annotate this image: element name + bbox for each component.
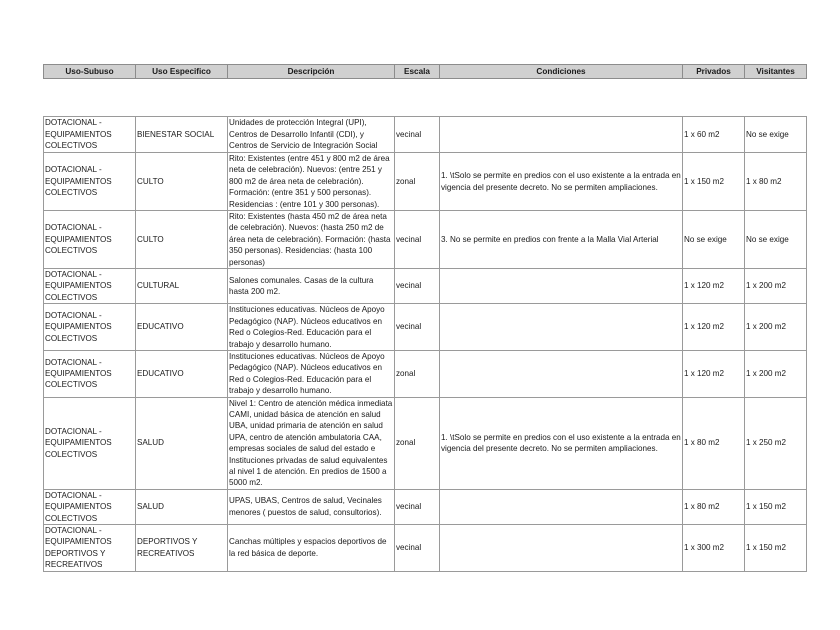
cell-descripcion: UPAS, UBAS, Centros de salud, Vecinales menores ( puestos de salud, consultorios).: [228, 489, 395, 524]
cell-escala: vecinal: [395, 489, 440, 524]
cell-privados: 1 x 120 m2: [683, 350, 745, 397]
cell-visitantes: No se exige: [745, 117, 807, 153]
header-uso-subuso: Uso-Subuso: [44, 65, 136, 79]
cell-privados: 1 x 150 m2: [683, 153, 745, 211]
cell-privados: 1 x 60 m2: [683, 117, 745, 153]
table-row: [44, 269, 807, 304]
cell-uso-especifico: BIENESTAR SOCIAL: [136, 117, 228, 153]
cell-condiciones: [440, 489, 683, 524]
cell-visitantes: 1 x 150 m2: [745, 525, 807, 572]
cell-visitantes: 1 x 250 m2: [745, 397, 807, 489]
cell-escala: vecinal: [395, 304, 440, 351]
cell-descripcion: Instituciones educativas. Núcleos de Apoyo Pedagógico (NAP). Núcleos educativos en Red o Colegios-Red. Educación para el trabajo y desarrollo humano.: [228, 304, 395, 351]
cell-escala: zonal: [395, 397, 440, 489]
cell-uso-especifico: CULTO: [136, 211, 228, 269]
header-privados: Privados: [683, 65, 745, 79]
table-row: [44, 153, 807, 211]
cell-escala: vecinal: [395, 211, 440, 269]
cell-privados: 1 x 80 m2: [683, 489, 745, 524]
cell-visitantes: 1 x 200 m2: [745, 350, 807, 397]
header-visitantes: Visitantes: [745, 65, 807, 79]
cell-condiciones: 1. \tSolo se permite en predios con el uso existente a la entrada en vigencia del presente decreto. No se permiten ampliaciones.: [440, 397, 683, 489]
cell-privados: 1 x 120 m2: [683, 269, 745, 304]
table-row: [44, 304, 807, 351]
cell-escala: zonal: [395, 350, 440, 397]
cell-uso-subuso: DOTACIONAL - EQUIPAMIENTOS COLECTIVOS: [44, 350, 136, 397]
cell-uso-subuso: DOTACIONAL - EQUIPAMIENTOS COLECTIVOS: [44, 211, 136, 269]
cell-uso-subuso: DOTACIONAL - EQUIPAMIENTOS COLECTIVOS: [44, 269, 136, 304]
cell-visitantes: 1 x 80 m2: [745, 153, 807, 211]
table-row: [44, 211, 807, 269]
cell-visitantes: 1 x 150 m2: [745, 489, 807, 524]
table-row: [44, 397, 807, 489]
cell-uso-especifico: EDUCATIVO: [136, 304, 228, 351]
cell-descripcion: Nivel 1: Centro de atención médica inmediata CAMI, unidad básica de atención en salud UBA, unidad primaria de atención en salud UPA, centro de atención ambulatoria CAA, empresas sociales de salud del estado e Instituciones privadas de salud equivalentes al nivel 1 de atención. En predios de 1500 a 5000 m2.: [228, 397, 395, 489]
cell-privados: No se exige: [683, 211, 745, 269]
cell-escala: vecinal: [395, 525, 440, 572]
cell-condiciones: [440, 117, 683, 153]
cell-uso-subuso: DOTACIONAL - EQUIPAMIENTOS COLECTIVOS: [44, 304, 136, 351]
cell-condiciones: [440, 350, 683, 397]
cell-condiciones: 1. \tSolo se permite en predios con el uso existente a la entrada en vigencia del presente decreto. No se permiten ampliaciones.: [440, 153, 683, 211]
cell-uso-subuso: DOTACIONAL - EQUIPAMIENTOS COLECTIVOS: [44, 153, 136, 211]
cell-escala: vecinal: [395, 117, 440, 153]
cell-privados: 1 x 300 m2: [683, 525, 745, 572]
table-header: [43, 64, 807, 79]
cell-uso-subuso: DOTACIONAL - EQUIPAMIENTOS COLECTIVOS: [44, 117, 136, 153]
cell-descripcion: Unidades de protección Integral (UPI), Centros de Desarrollo Infantil (CDI), y Centros de Servicio de Integración Social: [228, 117, 395, 153]
cell-descripcion: Canchas múltiples y espacios deportivos de la red básica de deporte.: [228, 525, 395, 572]
cell-uso-subuso: DOTACIONAL - EQUIPAMIENTOS DEPORTIVOS Y RECREATIVOS: [44, 525, 136, 572]
cell-descripcion: Instituciones educativas. Núcleos de Apoyo Pedagógico (NAP). Núcleos educativos en Red o Colegios-Red. Educación para el trabajo y desarrollo humano.: [228, 350, 395, 397]
header-row: [44, 65, 807, 79]
header-escala: Escala: [395, 65, 440, 79]
cell-descripcion: Rito: Existentes (hasta 450 m2 de área neta de celebración). Nuevos: (hasta 250 m2 de área neta de celebración). Formación: (hasta 350 personas). Residencias: (hasta 100 personas): [228, 211, 395, 269]
cell-visitantes: No se exige: [745, 211, 807, 269]
table-body: [44, 117, 807, 572]
cell-condiciones: [440, 304, 683, 351]
cell-privados: 1 x 80 m2: [683, 397, 745, 489]
cell-uso-especifico: EDUCATIVO: [136, 350, 228, 397]
cell-escala: zonal: [395, 153, 440, 211]
cell-uso-subuso: DOTACIONAL - EQUIPAMIENTOS COLECTIVOS: [44, 397, 136, 489]
cell-uso-subuso: DOTACIONAL - EQUIPAMIENTOS COLECTIVOS: [44, 489, 136, 524]
header-condiciones: Condiciones: [440, 65, 683, 79]
header-descripcion: Descripción: [228, 65, 395, 79]
cell-descripcion: Salones comunales. Casas de la cultura hasta 200 m2.: [228, 269, 395, 304]
uses-table: [43, 116, 807, 572]
table-row: [44, 489, 807, 524]
table-row: [44, 117, 807, 153]
cell-condiciones: 3. No se permite en predios con frente a la Malla Vial Arterial: [440, 211, 683, 269]
table-row: [44, 525, 807, 572]
cell-visitantes: 1 x 200 m2: [745, 269, 807, 304]
header-uso-especifico: Uso Especifico: [136, 65, 228, 79]
cell-uso-especifico: SALUD: [136, 397, 228, 489]
cell-condiciones: [440, 269, 683, 304]
cell-escala: vecinal: [395, 269, 440, 304]
cell-descripcion: Rito: Existentes (entre 451 y 800 m2 de área neta de celebración). Nuevos: (entre 251 y 800 m2 de área neta de celebración). Formación: (entre 351 y 500 personas). Residencias : (entre 101 y 300 personas).: [228, 153, 395, 211]
cell-uso-especifico: CULTO: [136, 153, 228, 211]
cell-condiciones: [440, 525, 683, 572]
cell-uso-especifico: CULTURAL: [136, 269, 228, 304]
cell-uso-especifico: DEPORTIVOS Y RECREATIVOS: [136, 525, 228, 572]
table-row: [44, 350, 807, 397]
cell-visitantes: 1 x 200 m2: [745, 304, 807, 351]
cell-uso-especifico: SALUD: [136, 489, 228, 524]
cell-privados: 1 x 120 m2: [683, 304, 745, 351]
